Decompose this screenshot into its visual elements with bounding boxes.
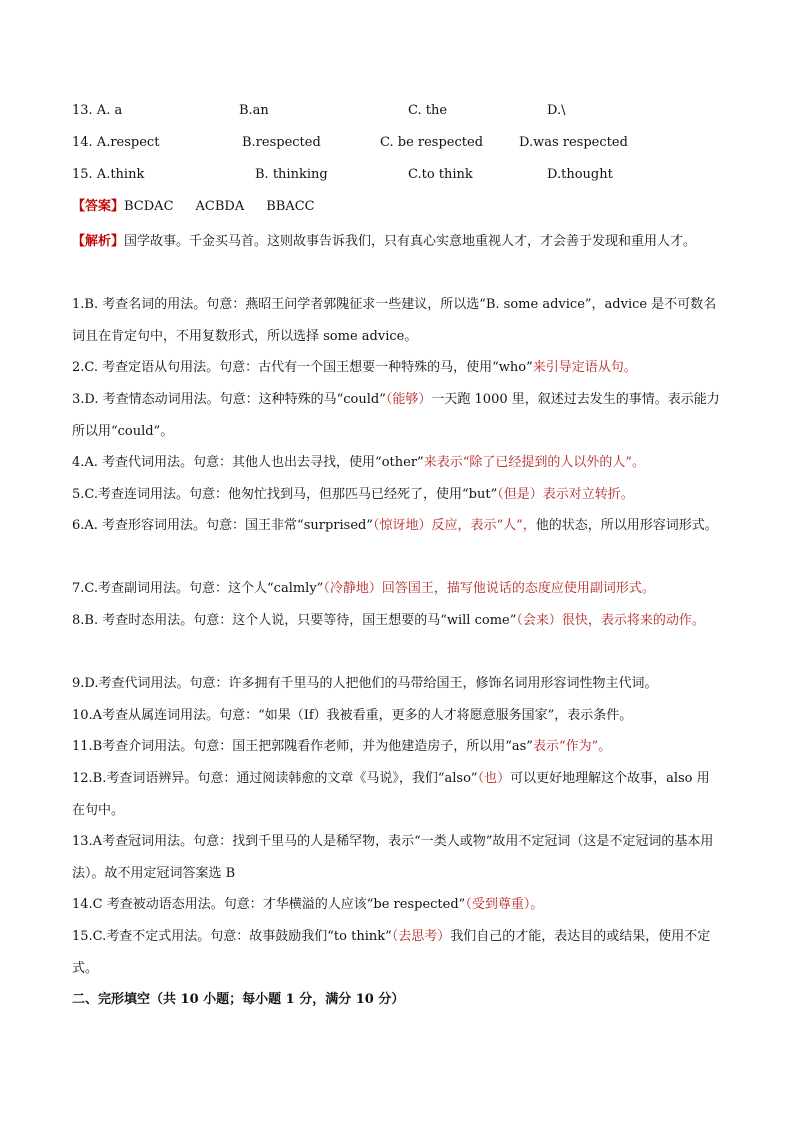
answer-label: 【答案】: [72, 199, 125, 214]
explanation-item-7: [72, 573, 722, 605]
explanation-text: 7.C.考查副词用法。句意：这个人“calmly”: [72, 581, 324, 596]
option-c: C. be respected: [380, 135, 484, 150]
explanation-text: 14.C 考查被动语态用法。句意：才华横溢的人应该“be respected”: [72, 897, 466, 912]
explanation-highlight: （也）: [477, 771, 511, 786]
explanation-highlight: 来引导定语从句。: [532, 360, 637, 375]
explanation-highlight: （但是）表示对立转折。: [497, 487, 634, 502]
option-c: C.to think: [408, 167, 473, 182]
option-b: B.an: [239, 103, 269, 118]
explanation-item-15: [72, 921, 722, 984]
option-a: 14. A.respect: [72, 135, 160, 150]
explanation-text: 3.D. 考查情态动词用法。句意：这种特殊的马“could”: [72, 392, 386, 407]
explanation-highlight: （去思考）: [391, 929, 451, 944]
explanation-item-14: [72, 889, 722, 921]
explanation-item-5: [72, 479, 722, 511]
explanation-item-8: [72, 605, 722, 637]
analysis-label: 【解析】: [72, 234, 125, 249]
explanation-item-13: [72, 826, 722, 889]
explanation-text: 6.A. 考查形容词用法。句意：国王非常“surprised”: [72, 518, 373, 533]
explanation-text: 可以更好地理解这个故事，also 用在句中。: [72, 771, 710, 818]
explanation-item-9: [72, 668, 722, 700]
explanation-text: 12.B.考查词语辨异。句意：通过阅读韩愈的文章《马说》，我们“also”: [72, 771, 478, 786]
question-13-row: [72, 100, 732, 122]
answer-group: BBACC: [266, 199, 315, 214]
option-c: C. the: [408, 103, 448, 118]
explanation-highlight: （会来）很快，表示将来的动作。: [516, 613, 705, 628]
explanation-item-4: [72, 447, 722, 479]
explanation-item-11: [72, 731, 722, 763]
explanation-text: 10.A考查从属连词用法。句意：“如果（If）我被看重，更多的人才将愿意服务国家”，表示条件。: [72, 708, 633, 723]
explanation-text: 13.A考查冠词用法。句意：找到千里马的人是稀罕物，表示“一类人或物”故用不定冠词（这是不定冠词的基本用法）。故不用定冠词答案选 B: [72, 834, 714, 881]
section-heading: 二、完形填空（共 10 小题；每小题 1 分，满分 10 分）: [72, 992, 405, 1007]
explanation-highlight: （冷静地）回答国王，描写他说话的态度应使用副词形式。: [323, 581, 655, 596]
option-b: B.respected: [242, 135, 321, 150]
explanation-text: 5.C.考查连词用法。句意：他匆忙找到马，但那匹马已经死了，使用“but”: [72, 487, 498, 502]
explanation-text: 我们自己的才能，表达目的或结果，使用不定式。: [72, 929, 711, 976]
explanation-text: 一天跑 1000 里，叙述过去发生的事情。表示能力所以用“could”。: [72, 392, 720, 439]
analysis-paragraph: [72, 226, 722, 258]
explanation-text: 4.A. 考查代词用法。句意：其他人也出去寻找，使用“other”: [72, 455, 424, 470]
option-a: 15. A.think: [72, 167, 145, 182]
explanation-item-6: [72, 510, 722, 542]
explanation-item-2: [72, 352, 722, 384]
explanation-item-10: [72, 700, 722, 732]
explanation-item-3: [72, 384, 722, 447]
option-a: 13. A. a: [72, 103, 123, 118]
explanation-highlight: 来表示“除了已经提到的人以外的人”。: [423, 455, 645, 470]
explanation-highlight: 表示“作为”。: [532, 739, 612, 754]
explanation-text: 他的状态，所以用形容词形式。: [535, 518, 718, 533]
explanation-text: 11.B考查介词用法。句意：国王把郭隗看作老师，并为他建造房子，所以用“as”: [72, 739, 533, 754]
explanation-item-1: [72, 289, 722, 352]
option-d: D.thought: [547, 167, 613, 182]
explanation-highlight: （受到尊重）。: [465, 897, 544, 912]
answer-line: [72, 196, 337, 218]
option-d: D.was respected: [519, 135, 628, 150]
question-14-row: [72, 132, 732, 154]
explanation-text: 1.B. 考查名词的用法。句意：燕昭王问学者郭隗征求一些建议，所以选“B. some advice”，advice 是不可数名词且在肯定句中，不用复数形式，所以选择 some advice。: [72, 297, 717, 344]
option-b: B. thinking: [255, 167, 328, 182]
analysis-text: 国学故事。千金买马首。这则故事告诉我们，只有真心实意地重视人才，才会善于发现和重用人才。: [124, 234, 697, 249]
explanation-text: 15.C.考查不定式用法。句意：故事鼓励我们“to think”: [72, 929, 392, 944]
explanation-text: 2.C. 考查定语从句用法。句意：古代有一个国王想要一种特殊的马，使用“who”: [72, 360, 533, 375]
explanation-highlight: （能够）: [385, 392, 432, 407]
explanation-highlight: （惊讶地）反应，表示“人”，: [373, 518, 536, 533]
explanation-item-12: [72, 763, 722, 826]
answer-group: BCDAC: [124, 199, 174, 214]
option-d: D.\: [547, 103, 566, 118]
question-15-row: [72, 164, 732, 186]
explanation-text: 8.B. 考查时态用法。句意：这个人说，只要等待，国王想要的马“will come”: [72, 613, 517, 628]
answer-group: ACBDA: [195, 199, 245, 214]
explanation-text: 9.D.考查代词用法。句意：许多拥有千里马的人把他们的马带给国王，修饰名词用形容词性物主代词。: [72, 676, 658, 691]
